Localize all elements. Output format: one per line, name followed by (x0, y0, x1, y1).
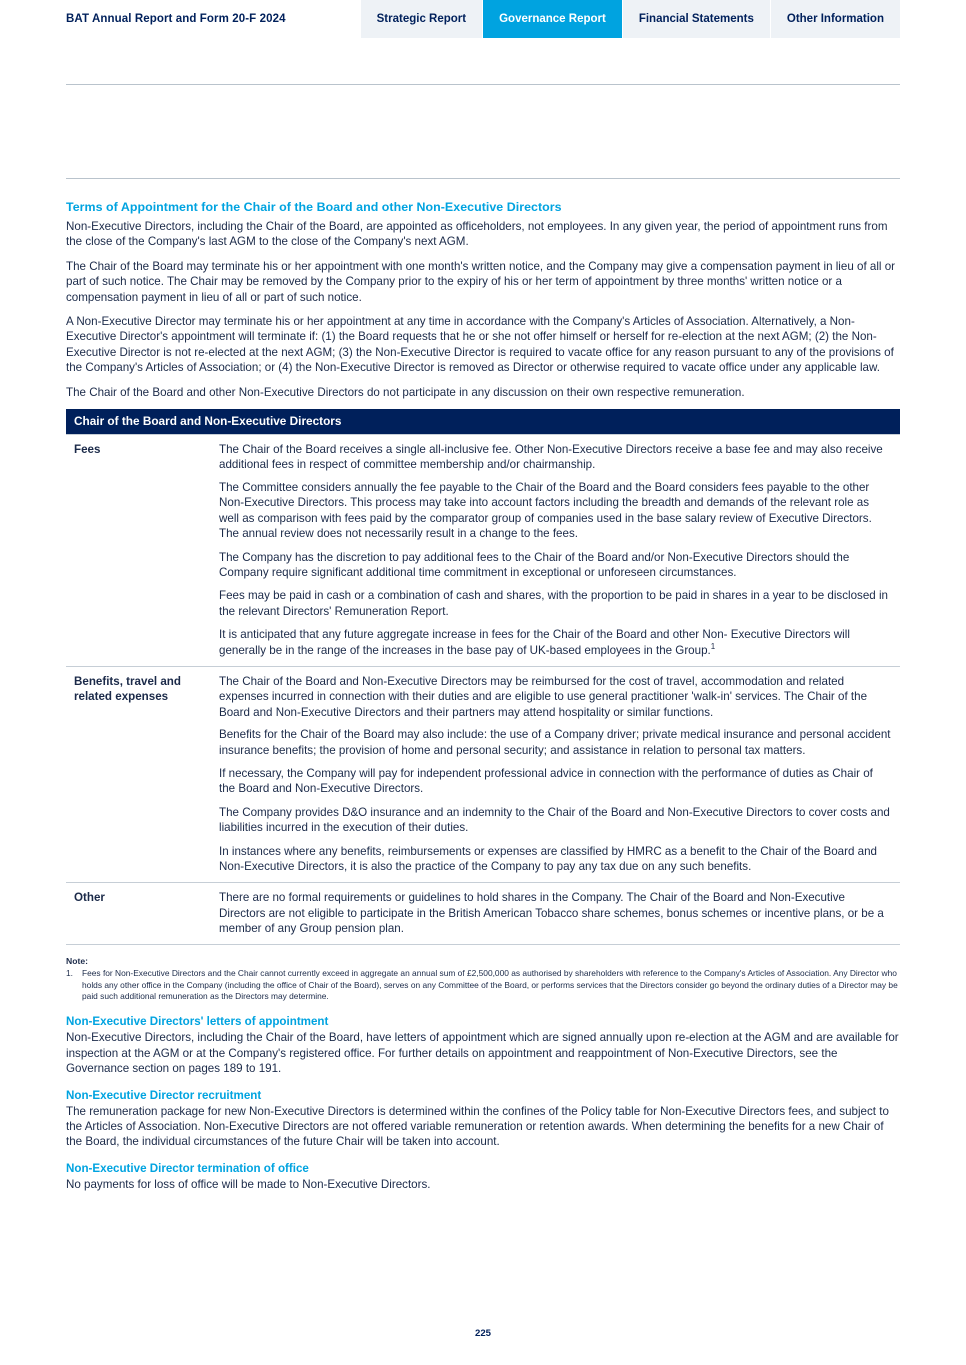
row-label-benefits: Benefits, travel and related expenses (66, 666, 219, 727)
note-item-number: 1. (66, 967, 73, 978)
tab-other-information[interactable]: Other Information (771, 0, 900, 38)
row-cell-fees-5-text: It is anticipated that any future aggregate increase in fees for the Chair of the Board and other Non- Executive Directors will generally be in the range of the increases in the base pay of UK-based employees in the Group. (219, 628, 850, 657)
intro-paragraph-3: A Non-Executive Director may terminate his or her appointment at any time in accordance with the Company's Articles of Association. Alternatively, a Non-Executive Director's appointment will terminate if: (1) the Board requests that he or she not offer himself or herself for re-election at the next AGM; (2) the Non-Executive Director is not re-elected at the next AGM; (3) the Non-Executive Director is required to vacate office for any reason pursuant to any of the provisions of the Company's Articles of Association; or (4) the Non-Executive Director is removed as Director or otherwise required to vacate office under any applicable law. (66, 315, 894, 375)
subsection-heading: Non-Executive Director recruitment (66, 1088, 262, 1102)
note-block (66, 956, 900, 1004)
row-cell-benefits-4: The Company provides D&O insurance and an indemnity to the Chair of the Board and Non-Executive Directors to cover costs and liabilities incurred in the execution of their duties. (219, 805, 890, 835)
table-row (66, 844, 900, 883)
table-row (66, 588, 900, 627)
row-cell-fees-2: The Committee considers annually the fee payable to the Chair of the Board and the Board considers fees payable to the other Non-Executive Directors. This process may take into account factors including the breadth and demands of the relevant role as well as comparison with fees paid by the comparator group of companies used in the base salary review of Executive Directors. The annual review does not necessarily result in a change to the fees. (219, 480, 872, 541)
row-cell-benefits-3: If necessary, the Company will pay for independent professional advice in connection with the performance of duties as Chair of the Board and Non-Executive Directors. (219, 766, 873, 796)
table-row (66, 666, 900, 727)
tab-financial-statements[interactable]: Financial Statements (623, 0, 770, 38)
note-title: Note: (66, 955, 88, 966)
nav-spacer (306, 0, 360, 38)
row-label-fees: Fees (66, 435, 219, 480)
subsection-letters-of-appointment (66, 1015, 900, 1076)
table-row (66, 727, 900, 766)
footnote-marker: 1 (710, 641, 716, 651)
top-navigation (0, 0, 966, 38)
table-row (66, 435, 900, 480)
row-label-other: Other (66, 883, 219, 944)
row-cell-fees-3: The Company has the discretion to pay additional fees to the Chair of the Board and/or Non-Executive Directors should the Company require significant additional time commitment in exceptional or unforeseen circumstances. (219, 550, 850, 579)
note-item-text: Fees for Non-Executive Directors and the Chair cannot currently exceed in aggregate an annual sum of £2,500,000 as authorised by shareholders with reference to the Company's Articles of Association. Any Director who holds any other office in the Company (including the office of Chair of the Board), serves on any Committee of the Board, or performs services that the Directors consider go beyond the ordinary duties of a Director may be paid such additional remuneration as the Directors may determine. (82, 967, 898, 1002)
row-cell-other-1: There are no formal requirements or guidelines to hold shares in the Company. The Chair of the Board and Non-Executive Directors are not eligible to participate in the British American Tobacco share schemes, bonus schemes or incentive plans, or be a member of any Group pension plan. (219, 883, 900, 944)
intro-paragraph-4: The Chair of the Board and other Non-Executive Directors do not participate in any discussion on their own respective remuneration. (66, 385, 745, 399)
row-label-spacer (66, 550, 219, 589)
row-label-spacer (66, 805, 219, 844)
row-label-spacer (66, 627, 219, 666)
row-label-spacer (66, 588, 219, 627)
table-row (66, 627, 900, 666)
page-title: Terms of Appointment for the Chair of the Board and other Non-Executive Directors (66, 200, 562, 214)
row-cell-fees-4: Fees may be paid in cash or a combination of cash and shares, with the proportion to be paid in shares in a year to be disclosed in the relevant Directors' Remuneration Report. (219, 589, 888, 618)
row-label-spacer (66, 844, 219, 883)
row-label-spacer (66, 727, 219, 766)
row-cell-benefits-1: The Chair of the Board and Non-Executive Directors may be reimbursed for the cost of travel, accommodation and related expenses incurred in connection with their duties and are eligible to use general practitioner 'walk-in' services. The Chair of the Board and Non-Executive Directors and their partners may attend hospitality or similar functions. (219, 666, 900, 727)
table-row (66, 805, 900, 844)
table-row (66, 480, 900, 550)
policy-table (66, 409, 900, 945)
subsection-recruitment (66, 1089, 900, 1150)
subsection-body: No payments for loss of office will be made to Non-Executive Directors. (66, 1177, 431, 1191)
subsection-termination (66, 1162, 900, 1192)
row-label-spacer (66, 480, 219, 550)
row-cell-fees-1: The Chair of the Board receives a single all-inclusive fee. Other Non-Executive Directors receive a base fee and may also receive additional fees in respect of committee membership and/or chairmanship. (219, 435, 900, 480)
subsection-body: The remuneration package for new Non-Executive Directors is determined within the confines of the Policy table for Non-Executive Directors fees, and subject to the Articles of Association. Non-Executive Directors are not offered variable remuneration or retention awards. When determining the benefits for a new Chair of the Board, the individual circumstances of the future Chair will be taken into account. (66, 1104, 889, 1149)
divider-top (66, 84, 900, 85)
subsection-heading: Non-Executive Director termination of office (66, 1161, 309, 1175)
row-cell-benefits-2: Benefits for the Chair of the Board may also include: the use of a Company driver; private medical insurance and personal accident insurance benefits; the provision of home and personal security; and assistance in relation to personal tax matters. (219, 728, 891, 757)
table-row (66, 766, 900, 805)
divider-middle (66, 178, 900, 179)
table-title: Chair of the Board and Non-Executive Directors (66, 409, 900, 435)
note-item (66, 968, 900, 1004)
table-row (66, 883, 900, 944)
subsection-heading: Non-Executive Directors' letters of appointment (66, 1015, 329, 1029)
row-cell-benefits-5: In instances where any benefits, reimbursements or expenses are classified by HMRC as a benefit to the Chair of the Board and Non-Executive Directors, it is also the practice of the Company to pay any tax due on any such benefits. (219, 844, 877, 873)
tab-strategic-report[interactable]: Strategic Report (361, 0, 482, 38)
tab-governance-report[interactable]: Governance Report (483, 0, 622, 38)
page-number: 225 (474, 1328, 491, 1339)
main-content (66, 200, 900, 1192)
table-header-row (66, 409, 900, 435)
row-label-spacer (66, 766, 219, 805)
intro-paragraph-1: Non-Executive Directors, including the Chair of the Board, are appointed as officeholders, not employees. In any given year, the period of appointment runs from the close of the Company's last AGM to the close of the Company's next AGM. (66, 220, 888, 249)
table-row (66, 550, 900, 589)
document-title: BAT Annual Report and Form 20-F 2024 (66, 13, 286, 25)
row-cell-fees-5 (219, 627, 900, 666)
intro-paragraph-2: The Chair of the Board may terminate his or her appointment with one month's written notice, and the Company may give a compensation payment in lieu of all or part of such notice. The Chair may be removed by the Company prior to the expiry of his or her term of appointment by three months' written notice or a compensation payment in lieu of all or part of such notice. (66, 259, 896, 304)
subsection-body: Non-Executive Directors, including the Chair of the Board, have letters of appointment which are signed annually upon re-election at the AGM and are available for inspection at the AGM or at the Company's registered office. For further details on appointment and reappointment of Non-Executive Directors, see the Governance section on pages 189 to 191. (66, 1031, 899, 1076)
